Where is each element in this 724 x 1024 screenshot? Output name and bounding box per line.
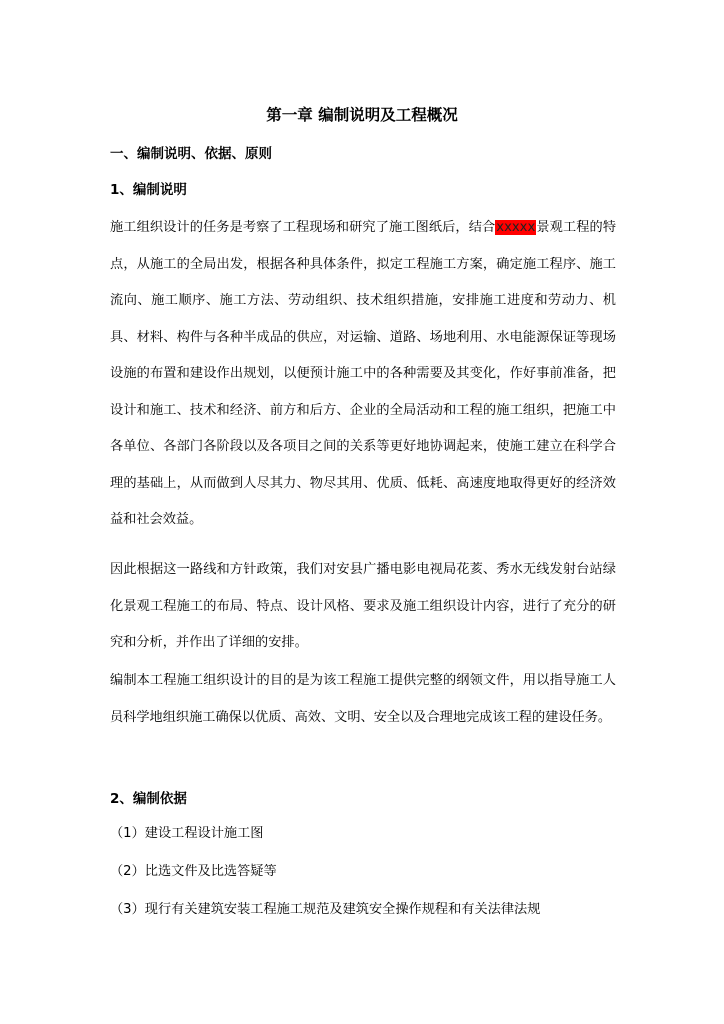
section-heading: 一、编制说明、依据、原则 xyxy=(110,146,272,162)
subsection-heading-explanation: 1、编制说明 xyxy=(110,182,187,198)
basis-item-1: （1）建设工程设计施工图 xyxy=(110,826,264,841)
chapter-title: 第一章 编制说明及工程概况 xyxy=(266,106,458,124)
paragraph-explanation-prefix: 施工组织设计的任务是考察了工程现场和研究了施工图纸后，结合 xyxy=(110,220,496,235)
highlighted-placeholder: xxxxx xyxy=(496,220,536,235)
paragraph-policy: 因此根据这一路线和方针政策，我们对安县广播电影电视局花荄、秀水无线发射台站绿化景观工程施工的布局、特点、设计风格、要求及施工组织设计内容，进行了充分的研究和分析，并作出了详细的安排。 xyxy=(110,562,616,650)
paragraph-purpose: 编制本工程施工组织设计的目的是为该工程施工提供完整的纲领文件，用以指导施工人员科学地组织施工确保以优质、高效、文明、安全以及合理地完成该工程的建设任务。 xyxy=(110,673,616,725)
basis-item-3: （3）现行有关建筑安装工程施工规范及建筑安全操作规程和有关法律法规 xyxy=(110,902,541,917)
paragraph-explanation xyxy=(110,210,616,539)
paragraph-explanation-rest: 景观工程的特点，从施工的全局出发，根据各种具体条件，拟定工程施工方案，确定施工程序、施工流向、施工顺序、施工方法、劳动组织、技术组织措施，安排施工进度和劳动力、机具、材料、构件与各种半成品的供应，对运输、道路、场地利用、水电能源保证等现场设施的布置和建设作出规划，以便预计施工中的各种需要及其变化，作好事前准备，把设计和施工、技术和经济、前方和后方、企业的全局活动和工程的施工组织，把施工中各单位、各部门各阶段以及各项目之间的关系等更好地协调起来，使施工建立在科学合理的基础上，从而做到人尽其力、物尽其用、优质、低耗、高速度地取得更好的经济效益和社会效益。 xyxy=(110,220,617,527)
basis-item-2: （2）比选文件及比选答疑等 xyxy=(110,864,277,879)
subsection-heading-basis: 2、编制依据 xyxy=(110,791,187,807)
